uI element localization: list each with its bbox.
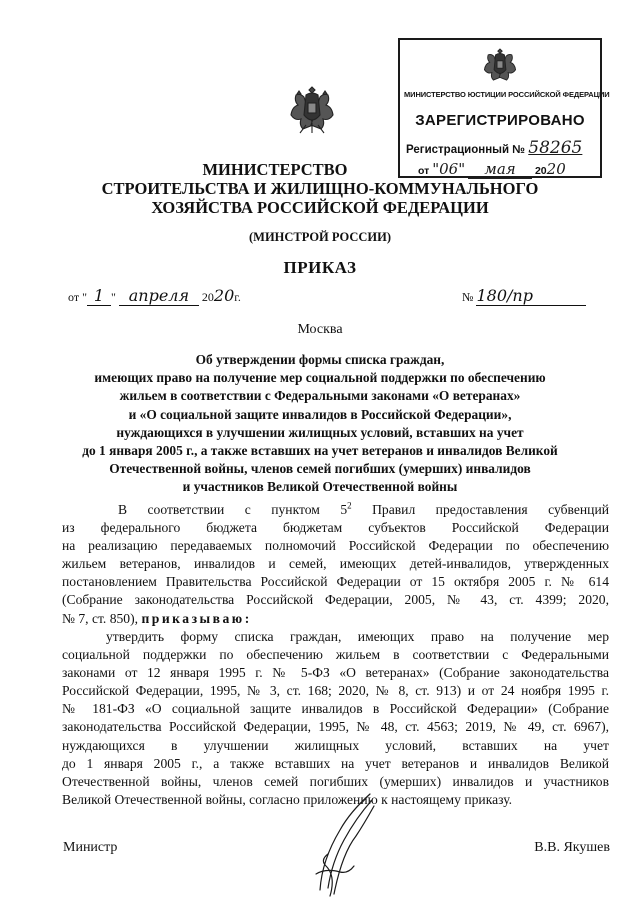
body-line: законодательства Российской Федерации, 1995, № 48, ст. 4563; 2019, № 49, ст. 6967), <box>62 719 609 735</box>
body-line: Российской Федерации, 1995, № 3, ст. 168; 2020, № 8, ст. 913) и от 24 ноября 1995 г. <box>62 683 609 699</box>
body-line: социальной поддержки по обеспечению жильем в соответствии с Федеральными <box>62 647 609 663</box>
title-line: до 1 января 2005 г., а также вставших на учет ветеранов и инвалидов Великой <box>82 443 558 459</box>
order-number <box>462 286 586 306</box>
order-date-prefix: от <box>68 290 80 304</box>
stamp-reg-label: Регистрационный № <box>406 144 526 156</box>
body-line: нуждающихся в улучшении жилищных условий, вставших на учет <box>62 737 609 753</box>
ministry-abbreviation: (МИНСТРОЙ РОССИИ) <box>248 230 391 244</box>
order-number-value: 180/пр <box>476 286 586 306</box>
title-line: Отечественной войны, членов семей погибших (умерших) инвалидов <box>109 461 531 477</box>
stamp-ministry-name: МИНИСТЕРСТВО ЮСТИЦИИ РОССИЙСКОЙ ФЕДЕРАЦИИ <box>404 90 610 99</box>
stamp-date-day: "06" <box>432 160 466 178</box>
order-number-label: № <box>462 290 474 304</box>
document-title <box>0 351 640 497</box>
preamble-line: на реализацию передаваемых полномочий Российской Федерации по обеспечению <box>62 538 609 554</box>
stamp-date-year-hand: 20 <box>546 160 566 178</box>
body-paragraph <box>62 628 609 809</box>
registration-stamp <box>398 38 610 178</box>
order-date-year-prefix: 20 <box>201 290 214 304</box>
stamp-reg-number-value: 58265 <box>528 138 583 158</box>
stamp-date-month: мая <box>468 160 532 179</box>
title-line: и участников Великой Отечественной войны <box>182 479 458 495</box>
stamp-coat-of-arms-icon <box>482 46 518 86</box>
preamble-line: В соответствии с пунктом $5^2$ Правил предоставления субвенций <box>118 500 609 517</box>
order-word: приказываю: <box>141 610 252 626</box>
body-line: законами от 12 января 1995 г. № 5-ФЗ «О ветеранах» (Собрание законодательства <box>62 665 609 681</box>
title-line: нуждающихся в улучшении жилищных условий, вставших на учет <box>116 424 524 440</box>
stamp-date-year-prefix: 20 <box>534 165 547 177</box>
ministry-heading <box>0 160 640 217</box>
order-date-year-hand: 20 <box>213 286 235 305</box>
order-date-month: апреля <box>119 286 199 306</box>
city: Москва <box>297 322 343 337</box>
preamble-line: № 7, ст. 850), приказываю: <box>62 610 252 626</box>
signatory-name: В.В. Якушев <box>534 840 610 855</box>
body-line: до 1 января 2005 г., а также вставших на учет ветеранов и инвалидов Великой <box>62 755 609 771</box>
stamp-registration-number <box>406 138 582 158</box>
document-type: ПРИКАЗ <box>283 258 357 277</box>
title-line: Об утверждении формы списка граждан, <box>195 352 445 367</box>
preamble-paragraph <box>62 501 609 628</box>
title-line: имеющих право на получение мер социальной поддержки по обеспечению <box>94 370 546 386</box>
title-line: и «О социальной защите инвалидов в Российской Федерации», <box>128 406 512 422</box>
preamble-line: постановлением Правительства Российской Федерации от 15 октября 2005 г. № 614 <box>62 574 609 590</box>
order-date: от " 1 " апреля 2020г. <box>68 286 241 305</box>
preamble-superscript: 2 <box>347 500 352 511</box>
preamble-line: из федерального бюджета бюджетам субъектов Российской Федерации <box>62 520 609 536</box>
preamble-line: жильем ветеранов, инвалидов и семей, имеющих детей-инвалидов, утвержденных <box>62 556 609 572</box>
stamp-date-prefix: от <box>418 165 430 177</box>
body-line: Великой Отечественной войны, согласно приложению к настоящему приказу. <box>62 791 513 807</box>
handwritten-signature <box>290 790 400 900</box>
title-line: жильем в соответствии с Федеральными законами «О ветеранах» <box>119 388 521 404</box>
ministry-heading-line-2: СТРОИТЕЛЬСТВА И ЖИЛИЩНО-КОММУНАЛЬНОГО <box>101 179 539 198</box>
order-date-year-suffix: г. <box>234 290 241 304</box>
order-date-day: 1 <box>87 286 111 306</box>
stamp-registered-label: ЗАРЕГИСТРИРОВАНО <box>415 112 585 129</box>
body-line: Отечественной войны, членов семей погибших (умерших) инвалидов и участников <box>62 773 609 789</box>
preamble-line: (Собрание законодательства Российской Федерации, 2005, № 43, ст. 4399; 2020, <box>62 592 609 608</box>
coat-of-arms-icon <box>288 83 336 137</box>
body-line: утвердить форму списка граждан, имеющих право на получение мер <box>106 629 609 644</box>
signatory-position: Министр <box>63 840 118 855</box>
body-line: № 181-ФЗ «О социальной защите инвалидов в Российской Федерации» (Собрание <box>62 701 609 717</box>
ministry-heading-line-3: ХОЗЯЙСТВА РОССИЙСКОЙ ФЕДЕРАЦИИ <box>151 198 489 217</box>
ministry-heading-line-1: МИНИСТЕРСТВО <box>202 160 348 179</box>
